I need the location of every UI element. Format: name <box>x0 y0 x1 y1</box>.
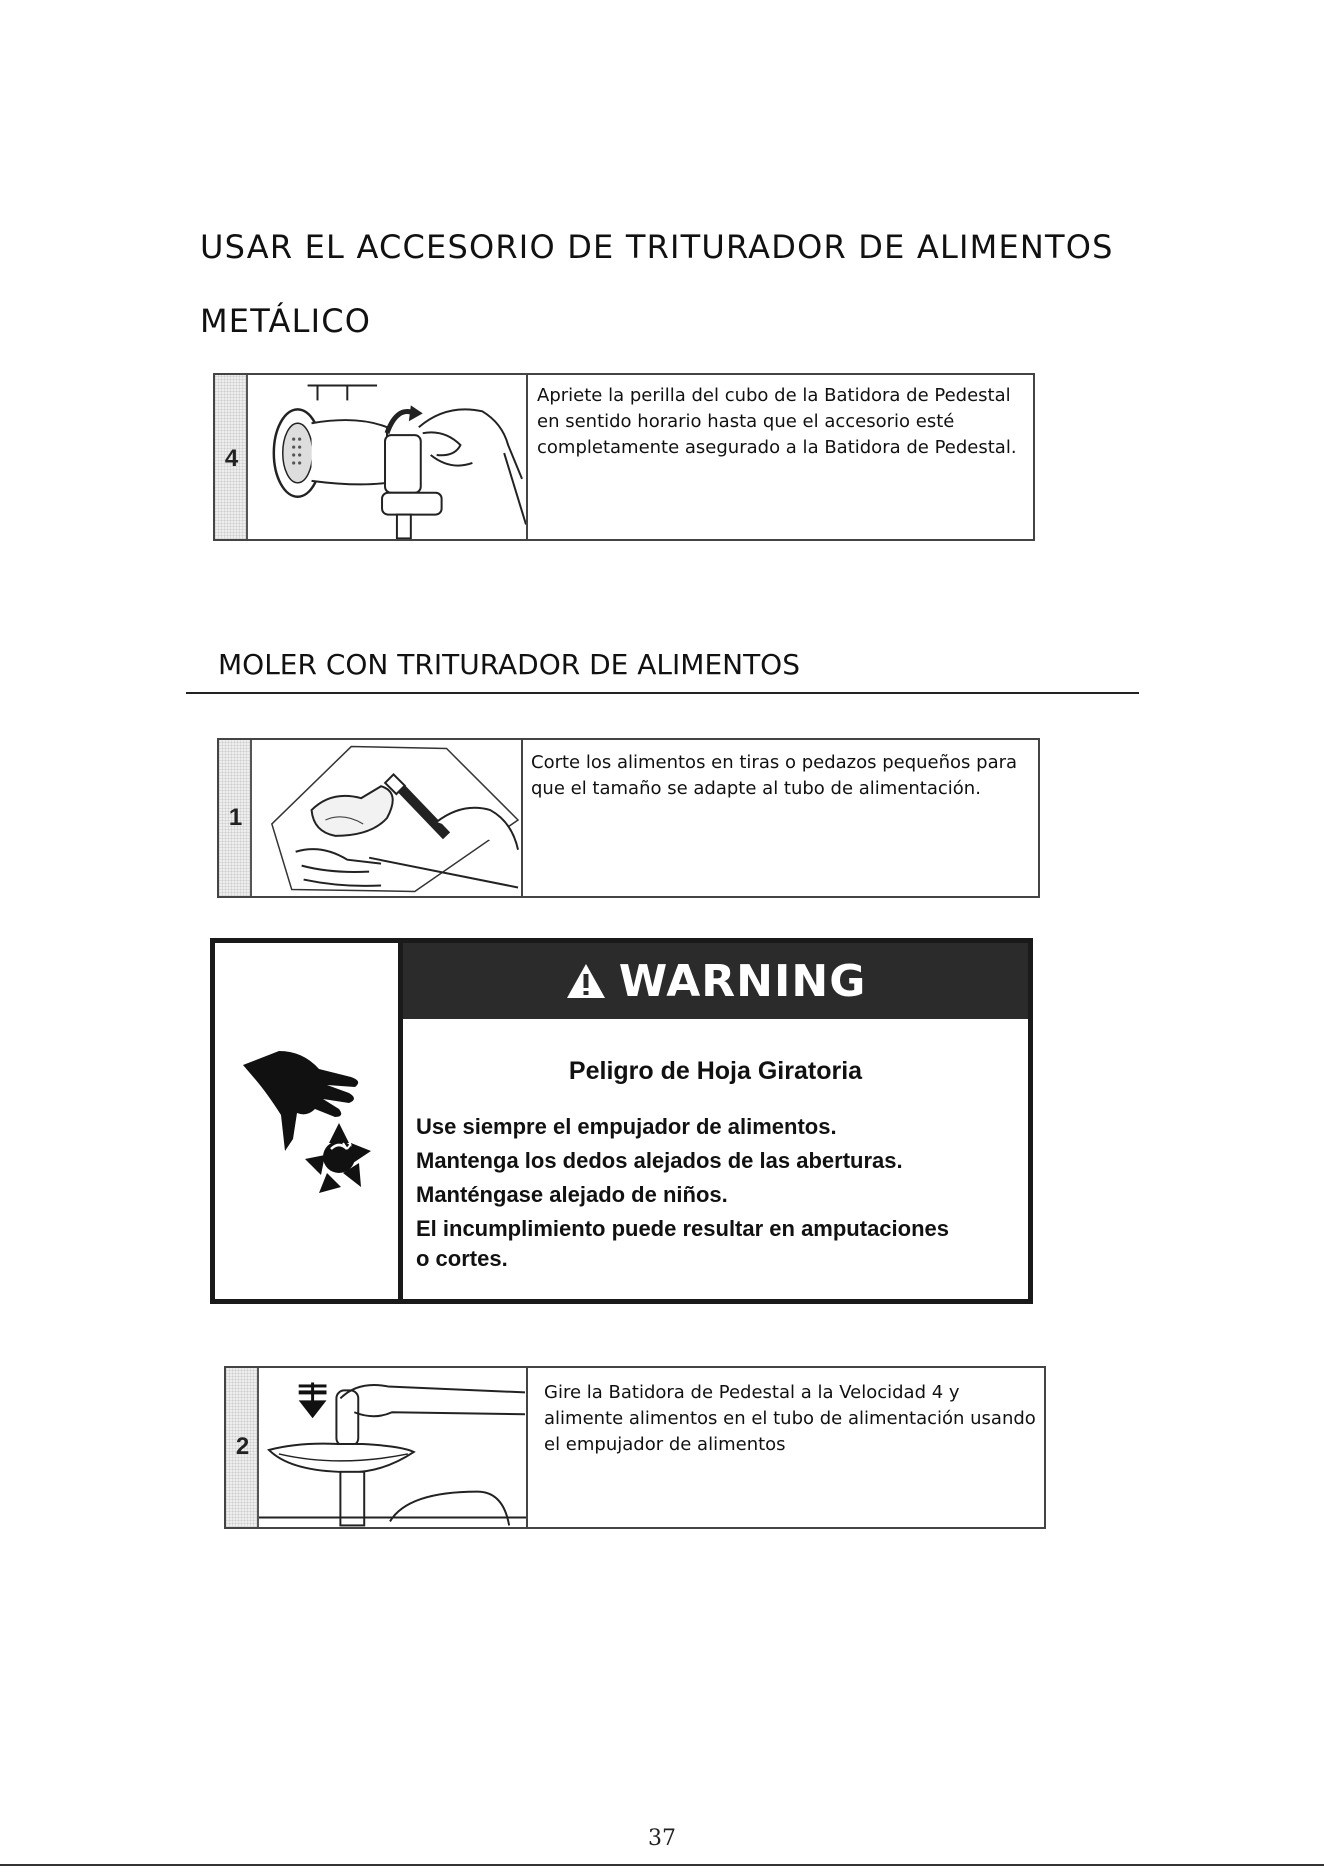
page-number: 37 <box>648 1826 676 1851</box>
step-cut-line-1: Corte los alimentos en tiras o pedazos pequeños para <box>531 752 1018 773</box>
step-grind-line-2: alimente alimentos en el tubo de alimentación usando <box>544 1408 1036 1429</box>
step-grind-box <box>224 1366 1046 1529</box>
section-title: MOLER CON TRITURADOR DE ALIMENTOS <box>218 648 800 681</box>
step-attach-line-3: completamente asegurado a la Batidora de Pedestal. <box>537 437 1017 458</box>
step-grind-line-1: Gire la Batidora de Pedestal a la Velocidad 4 y <box>544 1382 960 1403</box>
attach-illustration <box>248 375 528 539</box>
warning-header: WARNING <box>618 955 867 1007</box>
footer-rule <box>0 1864 1324 1866</box>
step-cut-text <box>531 750 1017 802</box>
warning-line-2: Mantenga los dedos alejados de las aberturas. <box>416 1148 903 1173</box>
step-attach-box <box>213 373 1035 541</box>
grinder-knob-illustration <box>248 375 526 539</box>
step-number: 2 <box>235 1433 250 1460</box>
warning-line-3: Manténgase alejado de niños. <box>416 1182 728 1207</box>
step-cut-box <box>217 738 1040 898</box>
page-title-line-2: METÁLICO <box>200 302 372 340</box>
cutting-board-illustration <box>252 740 521 896</box>
warning-line-5: o cortes. <box>416 1246 508 1271</box>
section-divider <box>186 692 1139 694</box>
step-number: 1 <box>228 804 243 831</box>
page-title <box>200 210 1140 358</box>
warning-header-band <box>403 943 1028 1019</box>
warning-line-4: El incumplimiento puede resultar en amputaciones <box>416 1216 950 1241</box>
step-cut-line-2: que el tamaño se adapte al tubo de alimentación. <box>531 778 981 799</box>
cut-illustration <box>252 740 523 896</box>
step-grind-line-3: el empujador de alimentos <box>544 1434 786 1455</box>
step-number: 4 <box>224 445 239 472</box>
rotating-blade-hazard-icon <box>215 943 398 1299</box>
step-attach-line-1: Apriete la perilla del cubo de la Batidora de Pedestal <box>537 385 1011 406</box>
step-grind-text <box>544 1380 1036 1458</box>
step-number-column <box>215 375 248 539</box>
hazard-title: Peligro de Hoja Giratoria <box>568 1057 863 1085</box>
warning-box <box>210 938 1033 1304</box>
warning-line-1: Use siempre el empujador de alimentos. <box>416 1114 837 1139</box>
step-number-column <box>219 740 252 896</box>
step-attach-text <box>537 383 1017 461</box>
step-attach-line-2: en sentido horario hasta que el accesorio esté <box>537 411 955 432</box>
grind-illustration <box>259 1368 528 1527</box>
step-number-column <box>226 1368 259 1527</box>
warning-triangle-icon <box>565 962 607 1000</box>
food-pusher-illustration <box>259 1368 526 1527</box>
warning-pictogram-panel <box>215 943 403 1299</box>
page-title-line-1: USAR EL ACCESORIO DE TRITURADOR DE ALIMENTOS <box>200 228 1114 266</box>
